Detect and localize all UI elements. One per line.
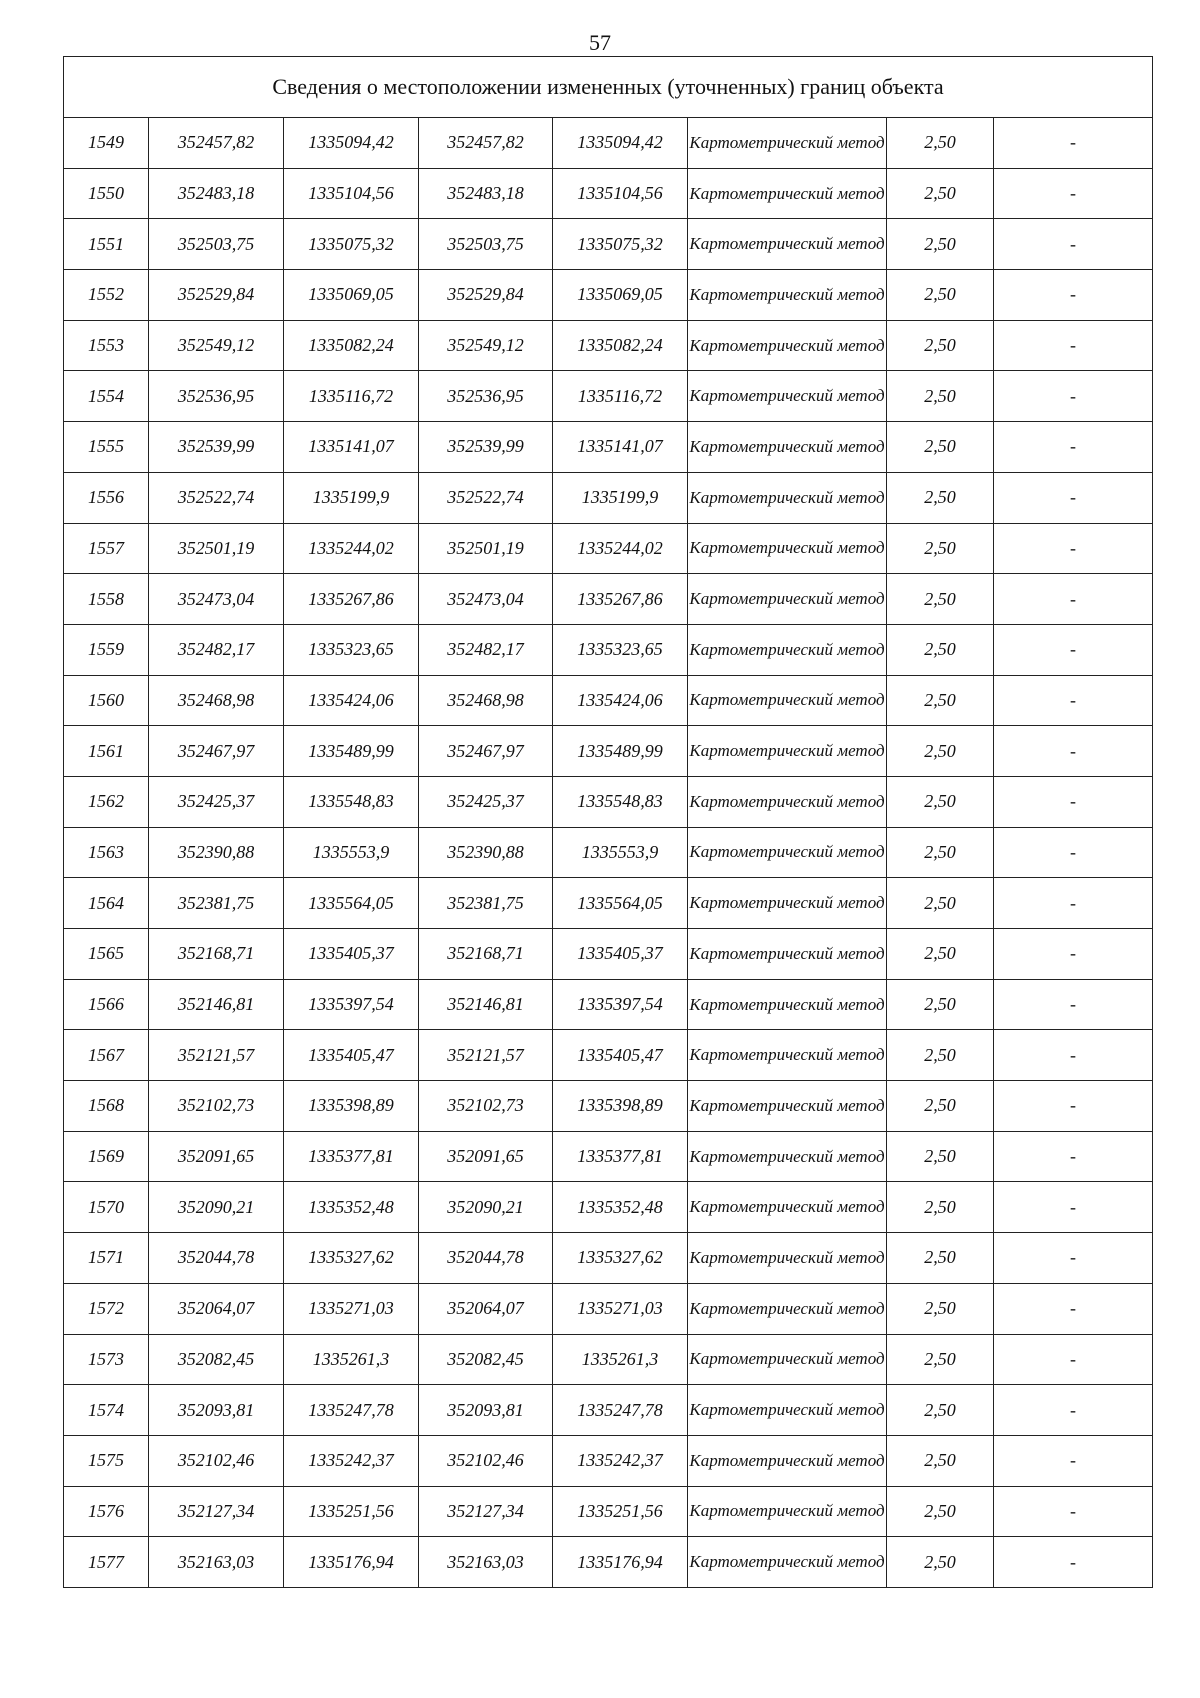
note-cell: - — [994, 1182, 1153, 1233]
existing-y-cell: 1335397,54 — [284, 979, 419, 1030]
table-row — [64, 371, 1153, 422]
method-cell: Картометрический метод — [688, 1537, 887, 1588]
new-x-cell: 352483,18 — [419, 168, 553, 219]
existing-y-cell: 1335141,07 — [284, 422, 419, 473]
new-x-cell: 352539,99 — [419, 422, 553, 473]
precision-cell: 2,50 — [887, 472, 994, 523]
note-cell: - — [994, 422, 1153, 473]
new-y-cell: 1335271,03 — [553, 1283, 688, 1334]
method-cell: Картометрический метод — [688, 878, 887, 929]
new-y-cell: 1335244,02 — [553, 523, 688, 574]
method-cell: Картометрический метод — [688, 371, 887, 422]
precision-cell: 2,50 — [887, 1334, 994, 1385]
point-number-cell: 1565 — [64, 929, 149, 980]
precision-cell: 2,50 — [887, 929, 994, 980]
table-title: Сведения о местоположении измененных (уточненных) границ объекта — [64, 57, 1153, 118]
existing-x-cell: 352522,74 — [149, 472, 284, 523]
table-row — [64, 776, 1153, 827]
point-number-cell: 1554 — [64, 371, 149, 422]
existing-x-cell: 352146,81 — [149, 979, 284, 1030]
table-row — [64, 979, 1153, 1030]
existing-y-cell: 1335094,42 — [284, 118, 419, 169]
note-cell: - — [994, 1537, 1153, 1588]
new-x-cell: 352064,07 — [419, 1283, 553, 1334]
method-cell: Картометрический метод — [688, 574, 887, 625]
new-x-cell: 352457,82 — [419, 118, 553, 169]
new-y-cell: 1335082,24 — [553, 320, 688, 371]
precision-cell: 2,50 — [887, 1537, 994, 1588]
new-y-cell: 1335251,56 — [553, 1486, 688, 1537]
method-cell: Картометрический метод — [688, 1233, 887, 1284]
precision-cell: 2,50 — [887, 1233, 994, 1284]
method-cell: Картометрический метод — [688, 979, 887, 1030]
precision-cell: 2,50 — [887, 1030, 994, 1081]
existing-x-cell: 352539,99 — [149, 422, 284, 473]
new-y-cell: 1335267,86 — [553, 574, 688, 625]
existing-x-cell: 352090,21 — [149, 1182, 284, 1233]
new-y-cell: 1335489,99 — [553, 726, 688, 777]
note-cell: - — [994, 1283, 1153, 1334]
note-cell: - — [994, 270, 1153, 321]
new-y-cell: 1335141,07 — [553, 422, 688, 473]
point-number-cell: 1575 — [64, 1435, 149, 1486]
new-x-cell: 352146,81 — [419, 979, 553, 1030]
point-number-cell: 1574 — [64, 1385, 149, 1436]
method-cell: Картометрический метод — [688, 624, 887, 675]
table-body — [64, 57, 1153, 1588]
precision-cell: 2,50 — [887, 1385, 994, 1436]
new-y-cell: 1335261,3 — [553, 1334, 688, 1385]
method-cell: Картометрический метод — [688, 726, 887, 777]
method-cell: Картометрический метод — [688, 1486, 887, 1537]
existing-y-cell: 1335251,56 — [284, 1486, 419, 1537]
new-x-cell: 352473,04 — [419, 574, 553, 625]
existing-x-cell: 352503,75 — [149, 219, 284, 270]
new-y-cell: 1335323,65 — [553, 624, 688, 675]
note-cell: - — [994, 371, 1153, 422]
table-row — [64, 929, 1153, 980]
new-x-cell: 352121,57 — [419, 1030, 553, 1081]
point-number-cell: 1569 — [64, 1131, 149, 1182]
precision-cell: 2,50 — [887, 1486, 994, 1537]
existing-x-cell: 352102,73 — [149, 1081, 284, 1132]
existing-y-cell: 1335244,02 — [284, 523, 419, 574]
precision-cell: 2,50 — [887, 675, 994, 726]
existing-x-cell: 352127,34 — [149, 1486, 284, 1537]
new-x-cell: 352093,81 — [419, 1385, 553, 1436]
existing-y-cell: 1335553,9 — [284, 827, 419, 878]
table-title-row — [64, 57, 1153, 118]
existing-x-cell: 352457,82 — [149, 118, 284, 169]
method-cell: Картометрический метод — [688, 523, 887, 574]
table-row — [64, 523, 1153, 574]
note-cell: - — [994, 320, 1153, 371]
existing-x-cell: 352425,37 — [149, 776, 284, 827]
point-number-cell: 1549 — [64, 118, 149, 169]
existing-y-cell: 1335398,89 — [284, 1081, 419, 1132]
existing-x-cell: 352044,78 — [149, 1233, 284, 1284]
method-cell: Картометрический метод — [688, 1081, 887, 1132]
table-row — [64, 422, 1153, 473]
existing-x-cell: 352473,04 — [149, 574, 284, 625]
precision-cell: 2,50 — [887, 1283, 994, 1334]
precision-cell: 2,50 — [887, 168, 994, 219]
existing-y-cell: 1335199,9 — [284, 472, 419, 523]
existing-y-cell: 1335075,32 — [284, 219, 419, 270]
precision-cell: 2,50 — [887, 776, 994, 827]
note-cell: - — [994, 979, 1153, 1030]
point-number-cell: 1563 — [64, 827, 149, 878]
note-cell: - — [994, 1334, 1153, 1385]
new-y-cell: 1335199,9 — [553, 472, 688, 523]
table-row — [64, 878, 1153, 929]
existing-x-cell: 352168,71 — [149, 929, 284, 980]
note-cell: - — [994, 1030, 1153, 1081]
point-number-cell: 1558 — [64, 574, 149, 625]
precision-cell: 2,50 — [887, 219, 994, 270]
existing-y-cell: 1335564,05 — [284, 878, 419, 929]
note-cell: - — [994, 929, 1153, 980]
table-row — [64, 472, 1153, 523]
new-x-cell: 352168,71 — [419, 929, 553, 980]
existing-y-cell: 1335242,37 — [284, 1435, 419, 1486]
existing-x-cell: 352501,19 — [149, 523, 284, 574]
method-cell: Картометрический метод — [688, 320, 887, 371]
note-cell: - — [994, 1233, 1153, 1284]
existing-y-cell: 1335405,37 — [284, 929, 419, 980]
existing-y-cell: 1335327,62 — [284, 1233, 419, 1284]
note-cell: - — [994, 472, 1153, 523]
table-row — [64, 320, 1153, 371]
precision-cell: 2,50 — [887, 1182, 994, 1233]
existing-y-cell: 1335116,72 — [284, 371, 419, 422]
new-y-cell: 1335069,05 — [553, 270, 688, 321]
note-cell: - — [994, 1385, 1153, 1436]
table-row — [64, 1283, 1153, 1334]
precision-cell: 2,50 — [887, 371, 994, 422]
existing-x-cell: 352163,03 — [149, 1537, 284, 1588]
precision-cell: 2,50 — [887, 320, 994, 371]
note-cell: - — [994, 1435, 1153, 1486]
existing-x-cell: 352482,17 — [149, 624, 284, 675]
existing-x-cell: 352082,45 — [149, 1334, 284, 1385]
existing-x-cell: 352468,98 — [149, 675, 284, 726]
existing-x-cell: 352467,97 — [149, 726, 284, 777]
precision-cell: 2,50 — [887, 523, 994, 574]
existing-y-cell: 1335548,83 — [284, 776, 419, 827]
table-row — [64, 1081, 1153, 1132]
existing-y-cell: 1335069,05 — [284, 270, 419, 321]
new-x-cell: 352102,73 — [419, 1081, 553, 1132]
new-x-cell: 352522,74 — [419, 472, 553, 523]
new-y-cell: 1335094,42 — [553, 118, 688, 169]
existing-y-cell: 1335352,48 — [284, 1182, 419, 1233]
table-row — [64, 1182, 1153, 1233]
existing-y-cell: 1335405,47 — [284, 1030, 419, 1081]
existing-y-cell: 1335104,56 — [284, 168, 419, 219]
existing-x-cell: 352529,84 — [149, 270, 284, 321]
method-cell: Картометрический метод — [688, 168, 887, 219]
existing-x-cell: 352549,12 — [149, 320, 284, 371]
point-number-cell: 1557 — [64, 523, 149, 574]
precision-cell: 2,50 — [887, 624, 994, 675]
new-y-cell: 1335327,62 — [553, 1233, 688, 1284]
existing-y-cell: 1335489,99 — [284, 726, 419, 777]
precision-cell: 2,50 — [887, 1435, 994, 1486]
table-row — [64, 1385, 1153, 1436]
note-cell: - — [994, 827, 1153, 878]
new-y-cell: 1335405,47 — [553, 1030, 688, 1081]
coordinates-table — [63, 56, 1153, 1588]
note-cell: - — [994, 726, 1153, 777]
new-y-cell: 1335548,83 — [553, 776, 688, 827]
precision-cell: 2,50 — [887, 1081, 994, 1132]
note-cell: - — [994, 1486, 1153, 1537]
note-cell: - — [994, 574, 1153, 625]
new-y-cell: 1335242,37 — [553, 1435, 688, 1486]
existing-x-cell: 352536,95 — [149, 371, 284, 422]
note-cell: - — [994, 168, 1153, 219]
new-x-cell: 352536,95 — [419, 371, 553, 422]
table-row — [64, 574, 1153, 625]
existing-x-cell: 352093,81 — [149, 1385, 284, 1436]
new-x-cell: 352082,45 — [419, 1334, 553, 1385]
method-cell: Картометрический метод — [688, 219, 887, 270]
method-cell: Картометрический метод — [688, 675, 887, 726]
table-row — [64, 1030, 1153, 1081]
table-row — [64, 1486, 1153, 1537]
existing-y-cell: 1335323,65 — [284, 624, 419, 675]
note-cell: - — [994, 675, 1153, 726]
note-cell: - — [994, 878, 1153, 929]
precision-cell: 2,50 — [887, 878, 994, 929]
table-row — [64, 219, 1153, 270]
existing-y-cell: 1335377,81 — [284, 1131, 419, 1182]
note-cell: - — [994, 1131, 1153, 1182]
note-cell: - — [994, 523, 1153, 574]
precision-cell: 2,50 — [887, 270, 994, 321]
point-number-cell: 1561 — [64, 726, 149, 777]
point-number-cell: 1553 — [64, 320, 149, 371]
new-x-cell: 352102,46 — [419, 1435, 553, 1486]
precision-cell: 2,50 — [887, 827, 994, 878]
method-cell: Картометрический метод — [688, 1283, 887, 1334]
new-y-cell: 1335553,9 — [553, 827, 688, 878]
existing-x-cell: 352121,57 — [149, 1030, 284, 1081]
table-row — [64, 168, 1153, 219]
new-y-cell: 1335424,06 — [553, 675, 688, 726]
new-x-cell: 352549,12 — [419, 320, 553, 371]
method-cell: Картометрический метод — [688, 1030, 887, 1081]
new-x-cell: 352381,75 — [419, 878, 553, 929]
existing-y-cell: 1335271,03 — [284, 1283, 419, 1334]
table-row — [64, 624, 1153, 675]
table-row — [64, 1435, 1153, 1486]
point-number-cell: 1555 — [64, 422, 149, 473]
new-x-cell: 352467,97 — [419, 726, 553, 777]
new-x-cell: 352482,17 — [419, 624, 553, 675]
method-cell: Картометрический метод — [688, 1334, 887, 1385]
existing-x-cell: 352381,75 — [149, 878, 284, 929]
point-number-cell: 1576 — [64, 1486, 149, 1537]
existing-x-cell: 352064,07 — [149, 1283, 284, 1334]
new-x-cell: 352529,84 — [419, 270, 553, 321]
new-x-cell: 352468,98 — [419, 675, 553, 726]
point-number-cell: 1559 — [64, 624, 149, 675]
existing-y-cell: 1335082,24 — [284, 320, 419, 371]
new-x-cell: 352163,03 — [419, 1537, 553, 1588]
note-cell: - — [994, 776, 1153, 827]
note-cell: - — [994, 1081, 1153, 1132]
precision-cell: 2,50 — [887, 574, 994, 625]
point-number-cell: 1571 — [64, 1233, 149, 1284]
method-cell: Картометрический метод — [688, 422, 887, 473]
table-row — [64, 1334, 1153, 1385]
existing-y-cell: 1335267,86 — [284, 574, 419, 625]
point-number-cell: 1551 — [64, 219, 149, 270]
note-cell: - — [994, 118, 1153, 169]
existing-y-cell: 1335247,78 — [284, 1385, 419, 1436]
new-x-cell: 352044,78 — [419, 1233, 553, 1284]
new-x-cell: 352090,21 — [419, 1182, 553, 1233]
method-cell: Картометрический метод — [688, 827, 887, 878]
method-cell: Картометрический метод — [688, 118, 887, 169]
point-number-cell: 1568 — [64, 1081, 149, 1132]
method-cell: Картометрический метод — [688, 270, 887, 321]
page-number: 57 — [589, 30, 611, 55]
method-cell: Картометрический метод — [688, 1182, 887, 1233]
existing-y-cell: 1335424,06 — [284, 675, 419, 726]
point-number-cell: 1562 — [64, 776, 149, 827]
table-row — [64, 270, 1153, 321]
existing-y-cell: 1335261,3 — [284, 1334, 419, 1385]
precision-cell: 2,50 — [887, 118, 994, 169]
new-y-cell: 1335405,37 — [553, 929, 688, 980]
precision-cell: 2,50 — [887, 979, 994, 1030]
new-x-cell: 352503,75 — [419, 219, 553, 270]
existing-x-cell: 352102,46 — [149, 1435, 284, 1486]
point-number-cell: 1566 — [64, 979, 149, 1030]
table-row — [64, 118, 1153, 169]
point-number-cell: 1550 — [64, 168, 149, 219]
table-row — [64, 726, 1153, 777]
method-cell: Картометрический метод — [688, 1435, 887, 1486]
existing-x-cell: 352091,65 — [149, 1131, 284, 1182]
new-y-cell: 1335352,48 — [553, 1182, 688, 1233]
table-row — [64, 1537, 1153, 1588]
precision-cell: 2,50 — [887, 1131, 994, 1182]
point-number-cell: 1552 — [64, 270, 149, 321]
precision-cell: 2,50 — [887, 422, 994, 473]
point-number-cell: 1560 — [64, 675, 149, 726]
new-x-cell: 352501,19 — [419, 523, 553, 574]
table-row — [64, 675, 1153, 726]
method-cell: Картометрический метод — [688, 472, 887, 523]
new-y-cell: 1335397,54 — [553, 979, 688, 1030]
point-number-cell: 1564 — [64, 878, 149, 929]
method-cell: Картометрический метод — [688, 1385, 887, 1436]
point-number-cell: 1572 — [64, 1283, 149, 1334]
method-cell: Картометрический метод — [688, 1131, 887, 1182]
point-number-cell: 1570 — [64, 1182, 149, 1233]
existing-x-cell: 352483,18 — [149, 168, 284, 219]
new-y-cell: 1335377,81 — [553, 1131, 688, 1182]
new-x-cell: 352425,37 — [419, 776, 553, 827]
existing-y-cell: 1335176,94 — [284, 1537, 419, 1588]
new-x-cell: 352091,65 — [419, 1131, 553, 1182]
note-cell: - — [994, 624, 1153, 675]
new-y-cell: 1335075,32 — [553, 219, 688, 270]
precision-cell: 2,50 — [887, 726, 994, 777]
existing-x-cell: 352390,88 — [149, 827, 284, 878]
point-number-cell: 1577 — [64, 1537, 149, 1588]
new-y-cell: 1335398,89 — [553, 1081, 688, 1132]
new-x-cell: 352390,88 — [419, 827, 553, 878]
method-cell: Картометрический метод — [688, 929, 887, 980]
table-row — [64, 1131, 1153, 1182]
new-y-cell: 1335104,56 — [553, 168, 688, 219]
point-number-cell: 1567 — [64, 1030, 149, 1081]
new-y-cell: 1335564,05 — [553, 878, 688, 929]
new-y-cell: 1335247,78 — [553, 1385, 688, 1436]
note-cell: - — [994, 219, 1153, 270]
table-row — [64, 827, 1153, 878]
method-cell: Картометрический метод — [688, 776, 887, 827]
new-y-cell: 1335116,72 — [553, 371, 688, 422]
table-row — [64, 1233, 1153, 1284]
point-number-cell: 1573 — [64, 1334, 149, 1385]
point-number-cell: 1556 — [64, 472, 149, 523]
new-x-cell: 352127,34 — [419, 1486, 553, 1537]
new-y-cell: 1335176,94 — [553, 1537, 688, 1588]
